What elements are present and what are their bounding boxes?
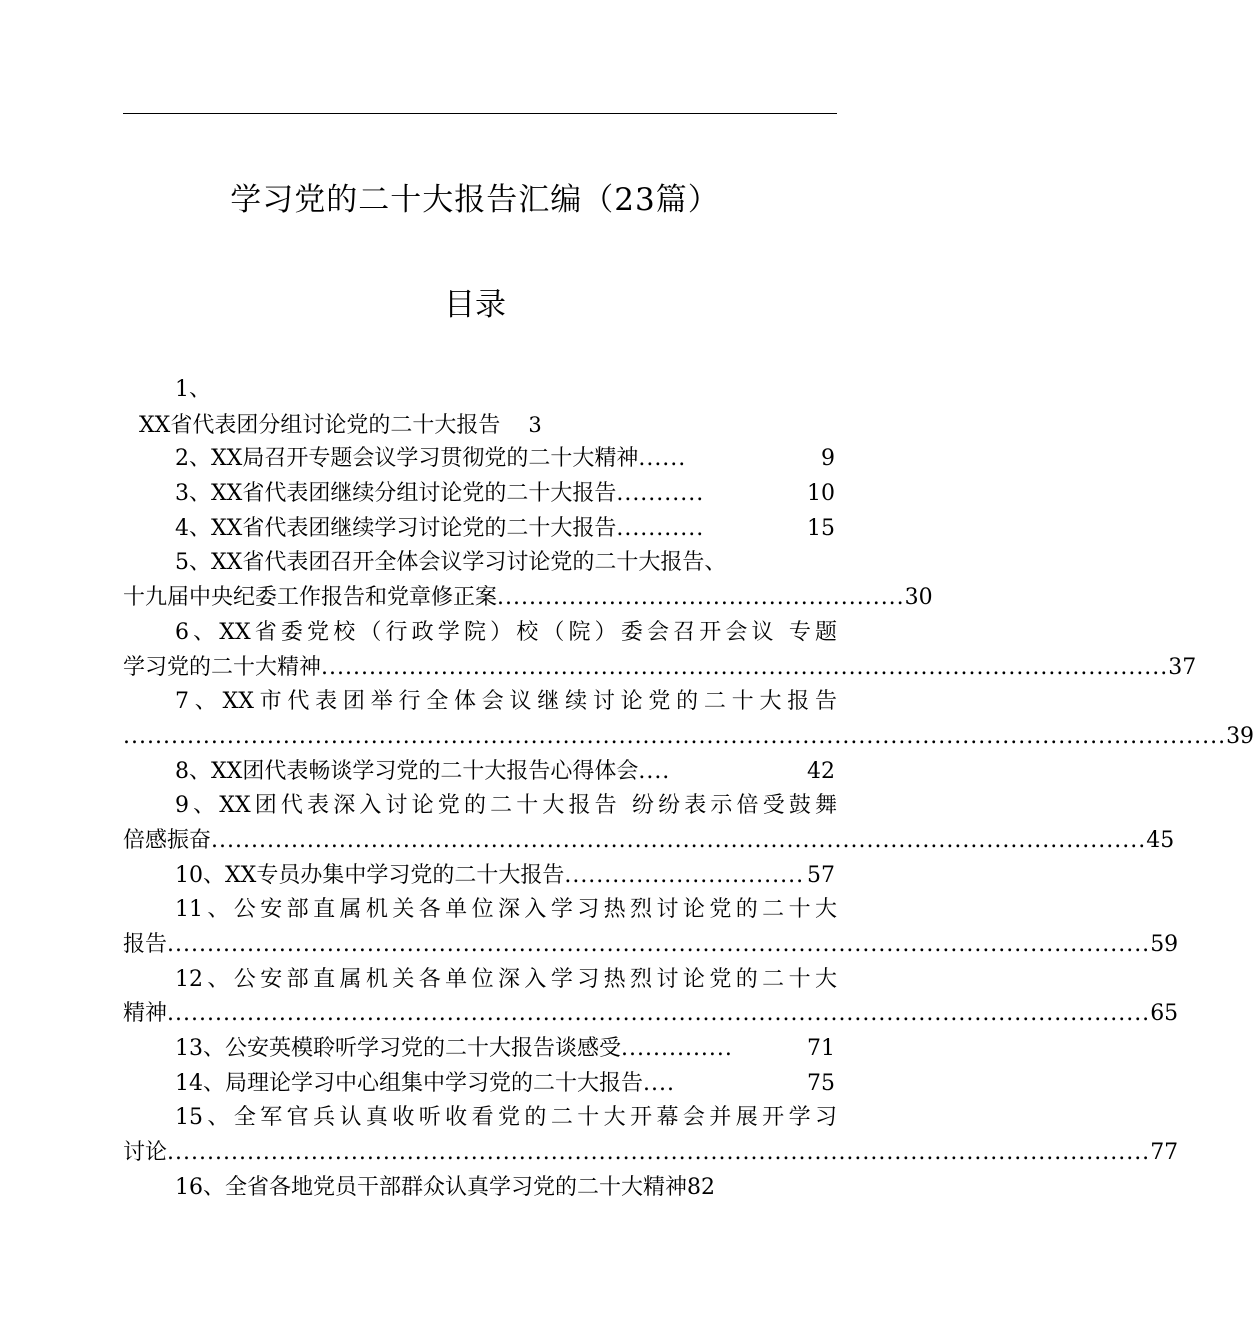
toc-entry-text: 3、XX省代表团继续分组讨论党的二十大报告 [175,481,617,507]
toc-entry-text: XX省代表团分组讨论党的二十大报告 [139,412,501,438]
toc-entry-16[interactable] [123,1171,837,1206]
toc-page-number: 42 [807,758,835,784]
toc-entry-3[interactable] [123,477,835,512]
toc-entry-11-line1[interactable]: 11、公安部直属机关各单位深入学习热烈讨论党的二十大 [175,897,837,923]
toc-leader-dots: .............. [621,1036,733,1062]
toc-page-number: 71 [807,1036,835,1062]
toc-leader-dots: .......................................................................................................... [321,654,1169,680]
toc-entry-text: 4、XX省代表团继续学习讨论党的二十大报告 [175,515,617,541]
toc-page-number: 77 [1150,1140,1179,1166]
toc-leader-dots: ........................................................................................................................... [167,932,1151,957]
toc-entry-6-line2[interactable] [123,651,1197,686]
toc-entry-10[interactable] [123,859,835,894]
toc-leader-dots: ........... [616,515,705,541]
toc-page-number: 10 [807,481,835,507]
toc-entry-12-line2[interactable] [123,997,1179,1032]
toc-entry-6-line1[interactable]: 6、XX省委党校（行政学院）校（院）委会召开会议 专题 [175,619,837,645]
toc-page-number: 65 [1150,1001,1179,1027]
toc-leader-dots: ........................................................................................................................... [167,1140,1151,1166]
toc-page-number: 39 [1226,723,1254,749]
toc-leader-dots: ................................................... [497,585,905,611]
toc-page-number: 3 [528,412,542,437]
toc-page-number: 59 [1150,932,1179,957]
toc-leader-dots: ..................................................................................................................... [211,827,1147,853]
toc-leader-dots: ........... [616,481,705,507]
toc-entry-text: 16、全省各地党员干部群众认真学习党的二十大精神 [175,1174,687,1200]
toc-leader-dots: ...... [638,446,687,472]
toc-entry-12-line1[interactable]: 12、公安部直属机关各单位深入学习热烈讨论党的二十大 [175,966,837,992]
header-rule [123,113,837,114]
toc-entry-text: 13、公安英模聆听学习党的二十大报告谈感受 [175,1036,621,1062]
toc-entry-text: 倍感振奋 [123,827,212,853]
toc-entry-text: 8、XX团代表畅谈学习党的二十大报告心得体会 [175,758,639,784]
toc-entry-8[interactable] [123,755,835,790]
toc-entry-9-line1[interactable]: 9、XX团代表深入讨论党的二十大报告 纷纷表示倍受鼓舞 [175,793,837,819]
toc-entry-1-number[interactable]: 1、 [175,377,211,402]
toc-entry-4[interactable] [123,512,835,547]
toc-entry-text: 2、XX局召开专题会议学习贯彻党的二十大精神 [175,446,639,472]
table-of-contents [123,373,1254,1206]
toc-page-number: 82 [687,1174,715,1200]
toc-entry-14[interactable] [123,1067,835,1102]
toc-leader-dots: .... [643,1070,675,1096]
toc-entry-text: 精神 [123,1001,168,1027]
toc-page-number: 9 [821,446,835,472]
toc-leader-dots: .............................. [564,862,805,888]
toc-entry-1[interactable] [123,408,837,443]
toc-entry-text: 10、XX专员办集中学习党的二十大报告 [175,862,565,888]
toc-entry-13[interactable] [123,1032,835,1067]
toc-entry-7-line2[interactable] [123,720,1254,755]
toc-page-number: 30 [904,585,933,611]
toc-entry-5-line2[interactable] [123,581,933,616]
toc-entry-15-line2[interactable] [123,1136,1179,1171]
toc-entry-7-line1[interactable]: 7、XX市代表团举行全体会议继续讨论党的二十大报告 [175,689,837,715]
toc-entry-text: 讨论 [123,1140,168,1166]
toc-page-number: 15 [807,515,835,541]
toc-page-number: 75 [807,1070,835,1096]
toc-entry-text: 十九届中央纪委工作报告和党章修正案 [123,585,498,611]
toc-entry-9-line2[interactable] [123,824,1175,859]
toc-entry-2[interactable] [123,442,835,477]
toc-leader-dots: ........................................................................................................................... [167,1001,1151,1027]
toc-entry-text: 学习党的二十大精神 [123,654,322,680]
toc-entry-11-line2[interactable] [123,928,1179,963]
toc-entry-5-line1[interactable]: 5、XX省代表团召开全体会议学习讨论党的二十大报告、 [175,550,727,576]
toc-entry-text: 报告 [123,932,168,957]
toc-page-number: 37 [1168,654,1197,680]
toc-page-number: 45 [1146,827,1175,853]
toc-entry-text: 14、局理论学习中心组集中学习党的二十大报告 [175,1070,643,1096]
toc-heading: 目录 [444,287,506,323]
toc-leader-dots: .... [638,758,671,784]
document-title: 学习党的二十大报告汇编（23篇） [230,182,720,218]
toc-entry-15-line1[interactable]: 15、全军官兵认真收听收看党的二十大开幕会并展开学习 [175,1105,837,1131]
toc-leader-dots: .......................................................................................................................................... [123,723,1227,749]
toc-page-number: 57 [807,862,835,888]
